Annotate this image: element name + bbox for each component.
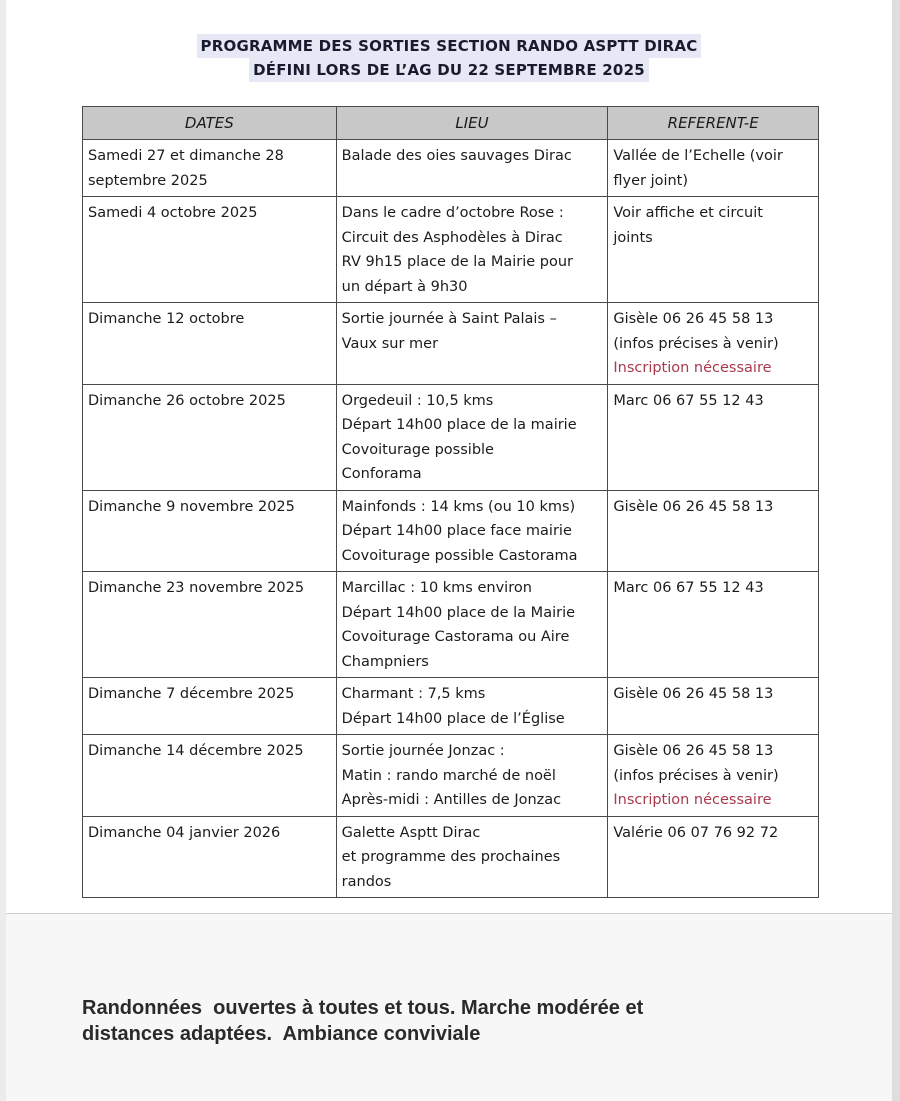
cell-referent-line: Vallée de l’Echelle (voir <box>613 148 783 164</box>
cell-date-line: Dimanche 14 décembre 2025 <box>88 743 304 759</box>
cell-date <box>83 490 337 572</box>
cell-referent-line: (infos précises à venir) <box>613 335 779 352</box>
cell-referent-line: flyer joint) <box>613 172 689 189</box>
title-line-2: DÉFINI LORS DE L’AG DU 22 SEPTEMBRE 2025 <box>249 58 649 82</box>
table-row <box>83 384 819 490</box>
cell-date <box>83 572 337 678</box>
cell-lieu-line: Circuit des Asphodèles à Dirac <box>341 229 563 246</box>
cell-lieu-line: Champniers <box>341 653 429 670</box>
footer-line-1: Randonnées ouvertes à toutes et tous. Marche modérée et <box>82 997 644 1019</box>
cell-date <box>83 816 337 898</box>
table-row <box>83 572 819 678</box>
cell-lieu-line: Galette Asptt Dirac <box>341 824 481 841</box>
cell-lieu-line: RV 9h15 place de la Mairie pour <box>341 254 574 270</box>
table-row <box>83 816 819 898</box>
document-title <box>6 34 892 82</box>
cell-lieu-line: Départ 14h00 place de la mairie <box>341 417 577 433</box>
table-row <box>83 140 819 197</box>
cell-lieu <box>336 735 608 817</box>
cell-referent-line: Gisèle 06 26 45 58 13 <box>613 743 774 759</box>
table-row <box>83 197 819 303</box>
cell-lieu <box>336 572 608 678</box>
cell-lieu-line: randos <box>341 873 392 890</box>
cell-referent <box>608 303 819 385</box>
cell-lieu <box>336 816 608 898</box>
cell-referent <box>608 490 819 572</box>
table-row <box>83 303 819 385</box>
cell-referent-line: Voir affiche et circuit <box>613 205 763 221</box>
cell-referent-line: Gisèle 06 26 45 58 13 <box>613 686 774 702</box>
cell-lieu-line: Sortie journée à Saint Palais – <box>341 311 557 327</box>
cell-date-line: Samedi 4 octobre 2025 <box>88 205 258 221</box>
header-referent: REFERENT-E <box>608 107 819 140</box>
cell-lieu-line: Covoiturage Castorama ou Aire <box>341 629 570 645</box>
table-row <box>83 490 819 572</box>
cell-date <box>83 140 337 197</box>
schedule-table <box>82 106 819 898</box>
cell-lieu <box>336 678 608 735</box>
cell-lieu-line: Sortie journée Jonzac : <box>341 743 505 759</box>
cell-lieu-line: Marcillac : 10 kms environ <box>341 580 532 596</box>
cell-referent-line: Gisèle 06 26 45 58 13 <box>613 498 774 515</box>
cell-lieu-line: un départ à 9h30 <box>341 278 468 295</box>
cell-referent <box>608 735 819 817</box>
cell-referent-line: (infos précises à venir) <box>613 767 779 784</box>
cell-referent <box>608 384 819 490</box>
cell-referent-line: Gisèle 06 26 45 58 13 <box>613 311 774 327</box>
inscription-note: Inscription nécessaire <box>613 360 772 376</box>
page-edge <box>892 0 900 1101</box>
cell-date <box>83 678 337 735</box>
cell-lieu-line: Vaux sur mer <box>341 335 439 352</box>
footer-note <box>82 995 782 1047</box>
cell-lieu-line: Conforama <box>341 466 422 482</box>
cell-date <box>83 303 337 385</box>
cell-lieu-line: Départ 14h00 place de la Mairie <box>341 604 576 621</box>
cell-lieu-line: Dans le cadre d’octobre Rose : <box>341 205 564 221</box>
cell-date-line: Dimanche 7 décembre 2025 <box>88 686 295 702</box>
table-row <box>83 678 819 735</box>
cell-lieu <box>336 490 608 572</box>
cell-lieu-line: Orgedeuil : 10,5 kms <box>341 392 494 409</box>
cell-referent-line: Marc 06 67 55 12 43 <box>613 392 764 409</box>
cell-lieu-line: et programme des prochaines <box>341 849 561 865</box>
cell-date-line: Samedi 27 et dimanche 28 <box>88 148 284 164</box>
cell-lieu <box>336 303 608 385</box>
header-lieu: LIEU <box>336 107 608 140</box>
cell-referent-line: joints <box>613 229 653 246</box>
cell-lieu-line: Départ 14h00 place face mairie <box>341 523 572 539</box>
cell-date <box>83 384 337 490</box>
header-dates: DATES <box>83 107 337 140</box>
table-header-row <box>83 107 819 140</box>
cell-referent <box>608 816 819 898</box>
cell-lieu-line: Mainfonds : 14 kms (ou 10 kms) <box>341 498 576 515</box>
cell-lieu-line: Balade des oies sauvages Dirac <box>341 148 572 164</box>
inscription-note: Inscription nécessaire <box>613 792 772 808</box>
cell-referent <box>608 572 819 678</box>
cell-date-line: Dimanche 12 octobre <box>88 311 245 327</box>
cell-date-line: Dimanche 04 janvier 2026 <box>88 824 281 841</box>
cell-lieu-line: Matin : rando marché de noël <box>341 767 556 784</box>
cell-referent-line: Valérie 06 07 76 92 72 <box>613 824 779 841</box>
cell-lieu <box>336 384 608 490</box>
cell-date <box>83 735 337 817</box>
cell-lieu-line: Départ 14h00 place de l’Église <box>341 710 565 727</box>
cell-lieu <box>336 140 608 197</box>
cell-date <box>83 197 337 303</box>
cell-referent <box>608 678 819 735</box>
cell-referent <box>608 197 819 303</box>
cell-lieu <box>336 197 608 303</box>
cell-date-line: septembre 2025 <box>88 172 208 189</box>
cell-lieu-line: Covoiturage possible Castorama <box>341 547 578 564</box>
footer-line-2: distances adaptées. Ambiance conviviale <box>82 1023 481 1045</box>
cell-lieu-line: Après-midi : Antilles de Jonzac <box>341 792 562 808</box>
cell-date-line: Dimanche 26 octobre 2025 <box>88 392 286 409</box>
cell-date-line: Dimanche 23 novembre 2025 <box>88 580 305 596</box>
table-row <box>83 735 819 817</box>
cell-referent-line: Marc 06 67 55 12 43 <box>613 580 764 596</box>
cell-lieu-line: Covoiturage possible <box>341 441 494 458</box>
cell-lieu-line: Charmant : 7,5 kms <box>341 686 486 702</box>
cell-date-line: Dimanche 9 novembre 2025 <box>88 498 295 515</box>
title-line-1: PROGRAMME DES SORTIES SECTION RANDO ASPTT DIRAC <box>197 34 702 58</box>
document-page <box>6 0 892 914</box>
cell-referent <box>608 140 819 197</box>
